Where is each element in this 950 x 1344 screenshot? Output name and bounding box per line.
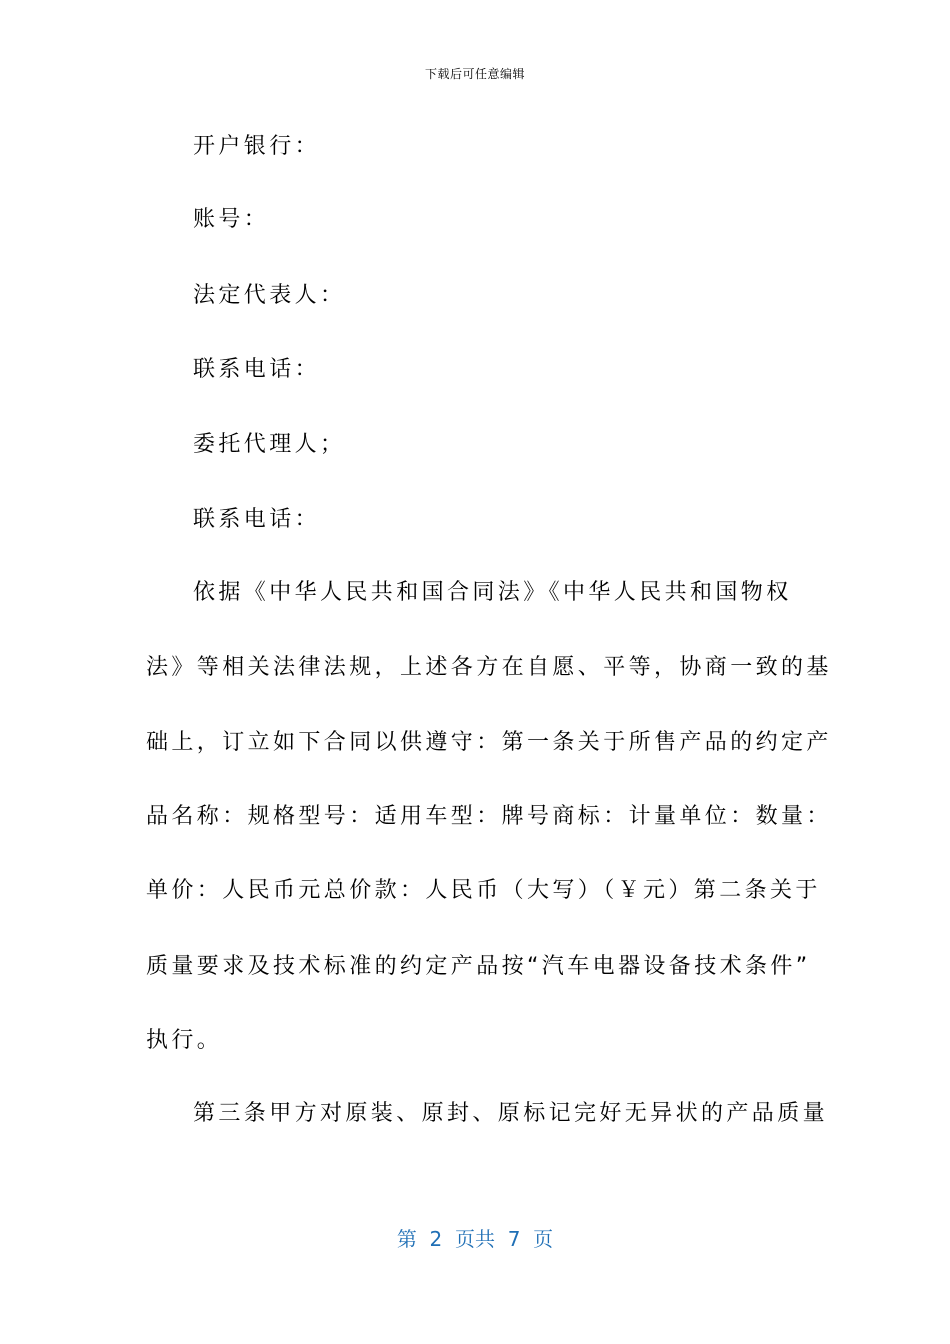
account-field-label: 账号： xyxy=(193,207,270,232)
paragraph-line: 质量要求及技术标准的约定产品按“汽车电器设备技术条件” xyxy=(146,954,811,979)
paragraph-line: 法》等相关法律法规，上述各方在自愿、平等，协商一致的基 xyxy=(146,655,832,680)
page-number-footer: 第 2 页共 7 页 xyxy=(396,1227,554,1251)
page-header-note: 下载后可任意编辑 xyxy=(424,67,525,81)
paragraph-line: 执行。 xyxy=(146,1028,223,1053)
agent-field-label: 委托代理人； xyxy=(193,432,346,457)
paragraph-line: 础上，订立如下合同以供遵守：第一条关于所售产品的约定产 xyxy=(146,730,832,755)
paragraph-line: 单价：人民币元总价款：人民币（大写）（￥元）第二条关于 xyxy=(146,878,821,903)
legal-representative-field-label: 法定代表人： xyxy=(193,283,346,308)
paragraph-line: 品名称：规格型号：适用车型：牌号商标：计量单位：数量： xyxy=(146,804,832,829)
bank-field-label: 开户银行： xyxy=(193,134,321,159)
phone-field-label: 联系电话： xyxy=(193,357,321,382)
agent-phone-field-label: 联系电话： xyxy=(193,507,321,532)
paragraph-line: 第三条甲方对原装、原封、原标记完好无异状的产品质量 xyxy=(193,1101,829,1126)
paragraph-line: 依据《中华人民共和国合同法》《中华人民共和国物权 xyxy=(193,580,792,605)
